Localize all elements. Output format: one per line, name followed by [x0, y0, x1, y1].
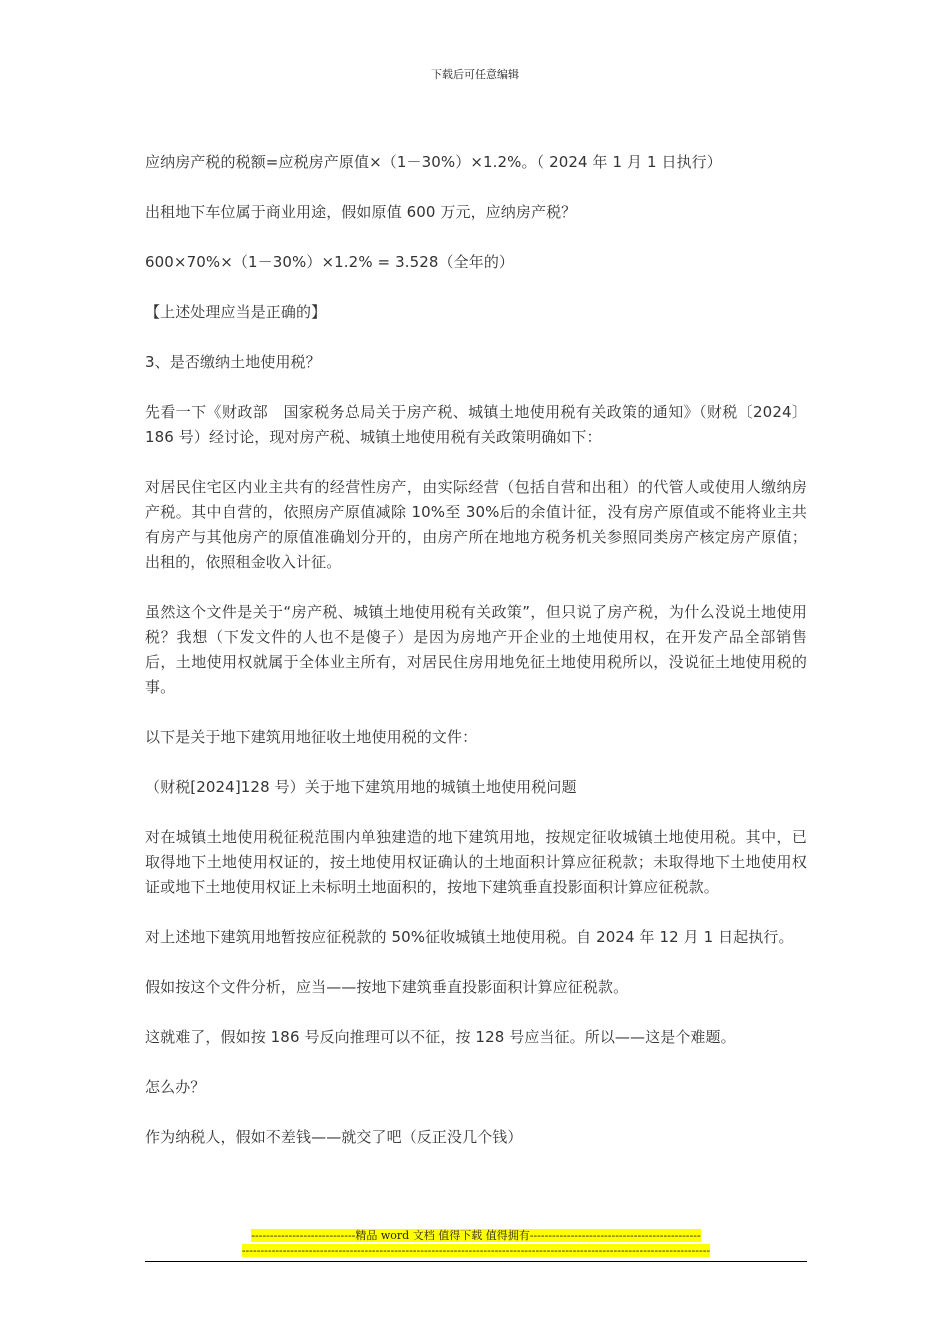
paragraph-7: 对居民住宅区内业主共有的经营性房产，由实际经营（包括自营和出租）的代管人或使用人缴纳房产税。其中自营的，依照房产原值减除 10%至 30%后的余值计征，没有房产原值或不能将业主共有房产与其他房产的原值准确划分开的，由房产所在地地方税务机关参照同类房产核定房产原值；出租的，依照租金收入计征。	[145, 478, 807, 571]
paragraph-11: 对在城镇土地使用税征税范围内单独建造的地下建筑用地，按规定征收城镇土地使用税。其中，已取得地下土地使用权证的，按土地使用权证确认的土地面积计算应征税款；未取得地下土地使用权证或地下土地使用权证上未标明土地面积的，按地下建筑垂直投影面积计算应征税款。	[145, 828, 807, 896]
paragraph-16: 作为纳税人，假如不差钱——就交了吧（反正没几个钱）	[145, 1128, 523, 1146]
paragraph-13: 假如按这个文件分析，应当——按地下建筑垂直投影面积计算应征税款。	[145, 978, 629, 996]
paragraph-14: 这就难了，假如按 186 号反向推理可以不征，按 128 号应当征。所以——这是个难题。	[145, 1028, 736, 1046]
page-footer	[145, 1228, 807, 1262]
page-header	[0, 66, 950, 82]
paragraph-8: 虽然这个文件是关于“房产税、城镇土地使用税有关政策”，但只说了房产税，为什么没说土地使用税？我想（下发文件的人也不是傻子）是因为房地产开企业的土地使用权，在开发产品全部销售后，土地使用权就属于全体业主所有，对居民住房用地免征土地使用税所以，没说征土地使用税的事。	[145, 603, 807, 696]
paragraph-9: 以下是关于地下建筑用地征收土地使用税的文件：	[145, 728, 478, 746]
header-text: 下载后可任意编辑	[431, 68, 519, 81]
paragraph-2: 出租地下车位属于商业用途，假如原值 600 万元，应纳房产税？	[145, 203, 577, 221]
paragraph-4: 【上述处理应当是正确的】	[145, 303, 327, 321]
footer-banner-line-1	[145, 1228, 807, 1243]
footer-banner-line-2	[145, 1243, 807, 1258]
paragraph-6: 先看一下《财政部 国家税务总局关于房产税、城镇土地使用税有关政策的通知》（财税〔2024〕186 号）经讨论，现对房产税、城镇土地使用税有关政策明确如下：	[145, 403, 807, 446]
paragraph-15: 怎么办？	[145, 1078, 206, 1096]
paragraph-5: 3、是否缴纳土地使用税？	[145, 353, 321, 371]
paragraph-1: 应纳房产税的税额=应税房产原值×（1－30%）×1.2%。（ 2024 年 1 月 1 日执行）	[145, 153, 722, 171]
footer-banner-text: ----------------------------精品 word 文档 值得下载 值得拥有----------------------------------------------	[251, 1229, 701, 1242]
footer-rule	[145, 1261, 807, 1262]
paragraph-3: 600×70%×（1－30%）×1.2% = 3.528（全年的）	[145, 253, 515, 271]
paragraph-10: （财税[2024]128 号）关于地下建筑用地的城镇土地使用税问题	[145, 778, 577, 796]
document-body	[145, 150, 807, 1175]
footer-banner-dashes: ------------------------------------------------------------------------------------------------------------------------------	[241, 1244, 711, 1257]
paragraph-12: 对上述地下建筑用地暂按应征税款的 50%征收城镇土地使用税。自 2024 年 12 月 1 日起执行。	[145, 928, 794, 946]
